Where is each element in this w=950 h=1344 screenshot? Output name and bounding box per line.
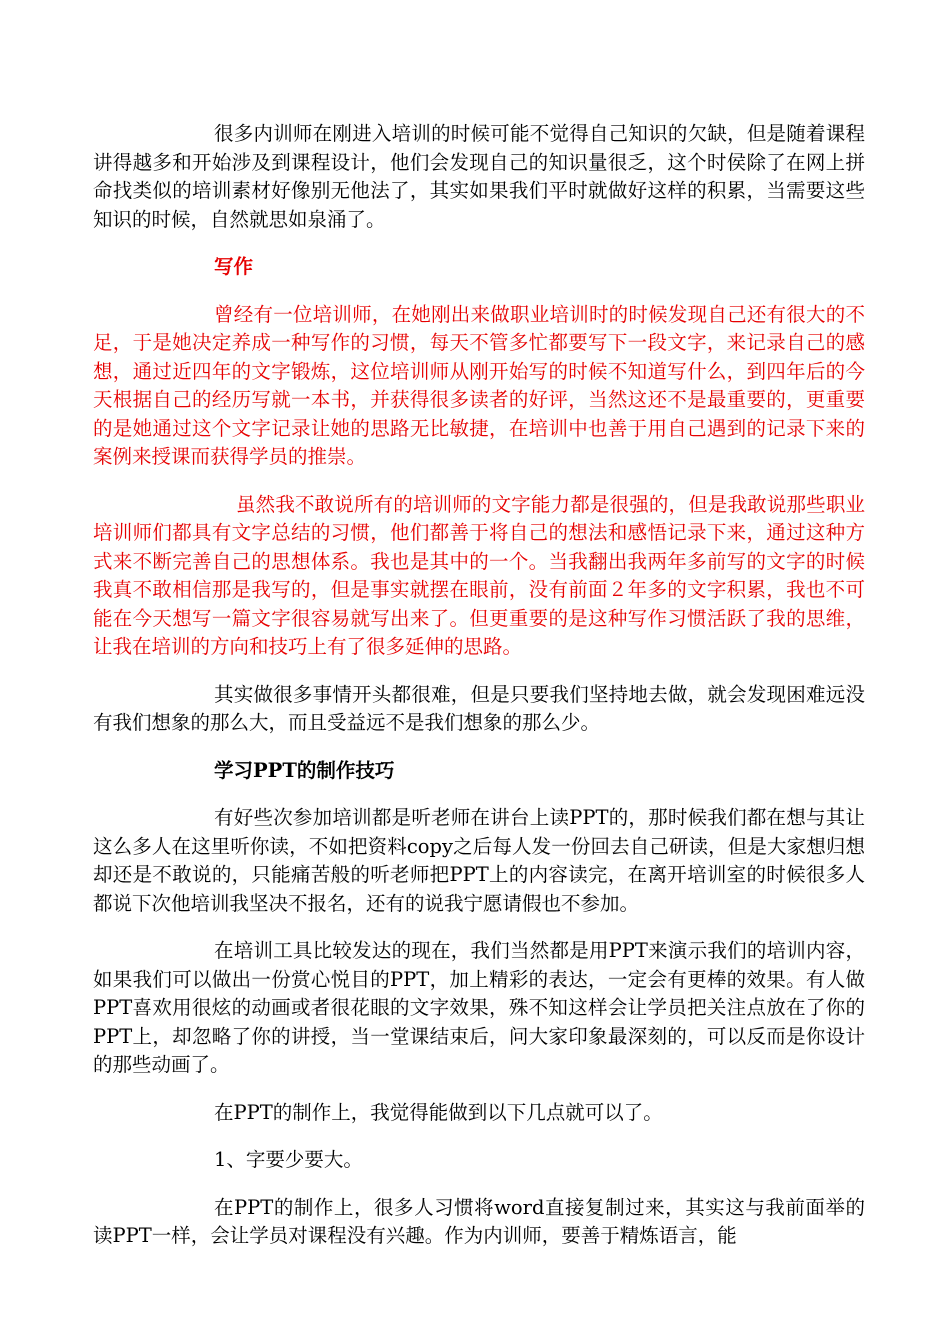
paragraph-ppt-word-copy: 在PPT的制作上，很多人习惯将word直接复制过来，其实这与我前面举的读PPT一样，会让学员对课程没有兴趣。作为内训师，要善于精炼语言，能 [93,1195,865,1247]
paragraph-ppt-points-intro: 在PPT的制作上，我觉得能做到以下几点就可以了。 [214,1100,663,1124]
heading-ppt-skills: 学习PPT的制作技巧 [214,758,395,782]
paragraph-persistence: 其实做很多事情开头都很难，但是只要我们坚持地去做，就会发现困难远没有我们想象的那么大，而且受益远不是我们想象的那么少。 [93,682,865,734]
paragraph-writing-story: 曾经有一位培训师，在她刚出来做职业培训时的时候发现自己还有很大的不足，于是她决定养成一种写作的习惯，每天不管多忙都要写下一段文字，来记录自己的感想，通过近四年的文字锻炼，这位培训师从刚开始写的时候不知道写什么，到四年后的今天根据自己的经历写就一本书，并获得很多读者的好评，当然这还不是最重要的，更重要的是她通过这个文字记录让她的思路无比敏捷，在培训中也善于用自己遇到的记录下来的案例来授课而获得学员的推崇。 [93,302,865,468]
paragraph-knowledge-accumulation: 很多内训师在刚进入培训的时候可能不觉得自己知识的欠缺，但是随着课程讲得越多和开始涉及到课程设计，他们会发现自己的知识量很乏，这个时侯除了在网上拼命找类似的培训素材好像别无他法了，其实如果我们平时就做好这样的积累，当需要这些知识的时候，自然就思如泉涌了。 [93,122,865,231]
paragraph-writing-habit: 虽然我不敢说所有的培训师的文字能力都是很强的，但是我敢说那些职业培训师们都具有文字总结的习惯，他们都善于将自己的想法和感悟记录下来，通过这种方式来不断完善自己的思想体系。我也是其中的一个。当我翻出我两年多前写的文字的时候我真不敢相信那是我写的，但是事实就摆在眼前，没有前面２年多的文字积累，我也不可能在今天想写一篇文字很容易就写出来了。但更重要的是这种写作习惯活跃了我的思维，让我在培训的方向和技巧上有了很多延伸的思路。 [93,492,865,658]
list-item-point-one: 1、字要少要大。 [214,1148,363,1171]
heading-writing: 写作 [214,255,254,278]
paragraph-ppt-reading: 有好些次参加培训都是听老师在讲台上读PPT的，那时候我们都在想与其让这么多人在这里听你读，不如把资料copy之后每人发一份回去自己研读，但是大家想归想却还是不敢说的，只能痛苦般的听老师把PPT上的内容读完，在离开培训室的时候很多人都说下次他培训我坚决不报名，还有的说我宁愿请假也不参加。 [93,806,865,915]
document-page [93,120,865,1270]
paragraph-ppt-tools: 在培训工具比较发达的现在，我们当然都是用PPT来演示我们的培训内容，如果我们可以做出一份赏心悦目的PPT，加上精彩的表达，一定会有更棒的效果。有人做PPT喜欢用很炫的动画或者很花眼的文字效果，殊不知这样会让学员把关注点放在了你的PPT上，却忽略了你的讲授，当一堂课结束后，问大家印象最深刻的，可以反而是你设计的那些动画了。 [93,939,865,1076]
